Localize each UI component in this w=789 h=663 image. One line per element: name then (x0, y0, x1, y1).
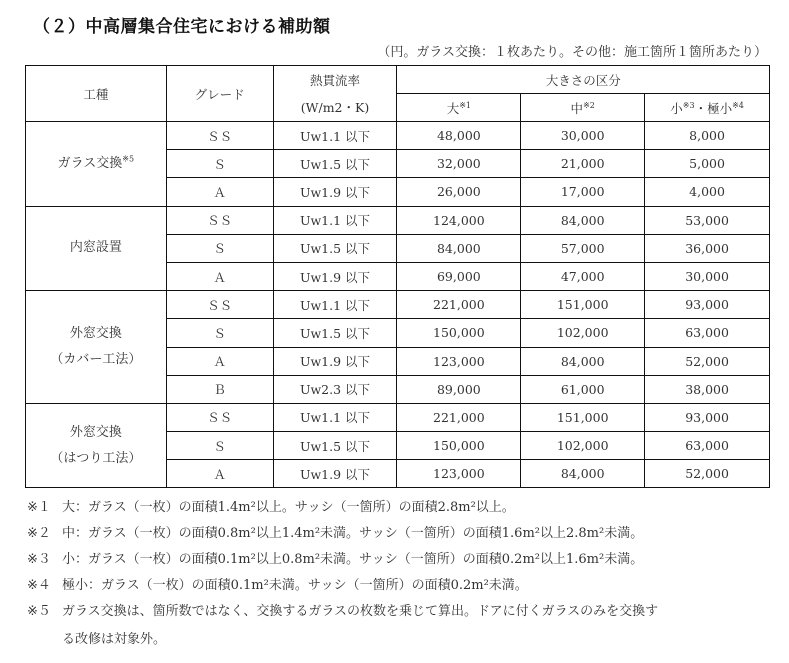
small-value: 38,000 (645, 375, 770, 403)
grade-cell: Ａ (166, 178, 273, 206)
header-size-group: 大きさの区分 (397, 66, 770, 94)
large-value: 124,000 (397, 206, 521, 234)
grade-cell: ＳＳ (166, 403, 273, 431)
grade-cell: Ａ (166, 262, 273, 290)
grade-cell: ＳＳ (166, 206, 273, 234)
header-grade: グレード (166, 66, 273, 122)
medium-value: 151,000 (521, 403, 645, 431)
header-large: 大$^{※1}$ (397, 94, 521, 122)
header-thermal-line2: (W/m2・K) (273, 94, 397, 122)
uw-cell: Uw1.5 以下 (273, 319, 397, 347)
grade-cell: Ｂ (166, 375, 273, 403)
medium-value: 84,000 (521, 347, 645, 375)
large-value: 48,000 (397, 122, 521, 150)
footnote-4: ※４ 極小：ガラス（一枚）の面積0.1m²未満。サッシ（一箇所）の面積0.2m²未満。 (27, 578, 528, 593)
uw-cell: Uw1.1 以下 (273, 403, 397, 431)
footnote-5: ※５ ガラス交換は、箇所数ではなく、交換するガラスの枚数を乗じて算出。ドアに付くガラスのみを交換す (27, 604, 659, 619)
large-value: 32,000 (397, 150, 521, 178)
uw-cell: Uw2.3 以下 (273, 375, 397, 403)
large-value: 221,000 (397, 291, 521, 319)
work-type-cell: 内窓設置 (26, 206, 167, 291)
uw-cell: Uw1.9 以下 (273, 347, 397, 375)
small-value: 30,000 (645, 262, 770, 290)
header-small-tiny: 小$^{※3}$・極小$^{※4}$ (645, 94, 770, 122)
uw-cell: Uw1.9 以下 (273, 178, 397, 206)
grade-cell: ＳＳ (166, 291, 273, 319)
uw-cell: Uw1.5 以下 (273, 234, 397, 262)
footnote-2: ※２ 中：ガラス（一枚）の面積0.8m²以上1.4m²未満。サッシ（一箇所）の面積1.6m²以上2.8m²未満。 (27, 526, 644, 541)
large-value: 150,000 (397, 432, 521, 460)
large-value: 26,000 (397, 178, 521, 206)
medium-value: 102,000 (521, 432, 645, 460)
grade-cell: Ｓ (166, 319, 273, 347)
uw-cell: Uw1.1 以下 (273, 206, 397, 234)
large-value: 150,000 (397, 319, 521, 347)
uw-cell: Uw1.1 以下 (273, 122, 397, 150)
large-value: 221,000 (397, 403, 521, 431)
uw-cell: Uw1.5 以下 (273, 432, 397, 460)
small-value: 5,000 (645, 150, 770, 178)
medium-value: 84,000 (521, 460, 645, 488)
header-medium: 中$^{※2}$ (521, 94, 645, 122)
medium-value: 17,000 (521, 178, 645, 206)
grade-cell: Ａ (166, 347, 273, 375)
subsidy-table (25, 65, 770, 488)
small-value: 8,000 (645, 122, 770, 150)
small-value: 4,000 (645, 178, 770, 206)
medium-value: 47,000 (521, 262, 645, 290)
large-value: 84,000 (397, 234, 521, 262)
uw-cell: Uw1.1 以下 (273, 291, 397, 319)
small-value: 63,000 (645, 319, 770, 347)
medium-value: 30,000 (521, 122, 645, 150)
unit-note: （円。ガラス交換：１枚あたり。その他：施工箇所１箇所あたり） (377, 45, 767, 60)
small-value: 36,000 (645, 234, 770, 262)
medium-value: 151,000 (521, 291, 645, 319)
section-title: （２）中高層集合住宅における補助額 (33, 17, 331, 37)
large-value: 69,000 (397, 262, 521, 290)
grade-cell: ＳＳ (166, 122, 273, 150)
grade-cell: Ｓ (166, 432, 273, 460)
footnote-3: ※３ 小：ガラス（一枚）の面積0.1m²以上0.8m²未満。サッシ（一箇所）の面積0.2m²以上1.6m²未満。 (27, 552, 644, 567)
small-value: 93,000 (645, 291, 770, 319)
small-value: 53,000 (645, 206, 770, 234)
grade-cell: Ａ (166, 460, 273, 488)
header-thermal-line1: 熱貫流率 (273, 66, 397, 94)
work-type-cell: 外窓交換 （カバー工法） (26, 291, 167, 404)
uw-cell: Uw1.5 以下 (273, 150, 397, 178)
large-value: 123,000 (397, 347, 521, 375)
work-type-cell: 外窓交換 （はつり工法） (26, 403, 167, 488)
grade-cell: Ｓ (166, 150, 273, 178)
table-row (26, 291, 770, 319)
small-value: 52,000 (645, 347, 770, 375)
uw-cell: Uw1.9 以下 (273, 460, 397, 488)
small-value: 63,000 (645, 432, 770, 460)
medium-value: 57,000 (521, 234, 645, 262)
table-row (26, 122, 770, 150)
header-work-type: 工種 (26, 66, 167, 122)
grade-cell: Ｓ (166, 234, 273, 262)
medium-value: 21,000 (521, 150, 645, 178)
large-value: 123,000 (397, 460, 521, 488)
table-row (26, 403, 770, 431)
small-value: 52,000 (645, 460, 770, 488)
work-type-cell: ガラス交換$^{※5}$ (26, 122, 167, 207)
large-value: 89,000 (397, 375, 521, 403)
uw-cell: Uw1.9 以下 (273, 262, 397, 290)
footnote-5-continuation: る改修は対象外。 (62, 632, 167, 647)
table-row (26, 206, 770, 234)
small-value: 93,000 (645, 403, 770, 431)
medium-value: 61,000 (521, 375, 645, 403)
medium-value: 84,000 (521, 206, 645, 234)
medium-value: 102,000 (521, 319, 645, 347)
footnote-1: ※１ 大：ガラス（一枚）の面積1.4m²以上。サッシ（一箇所）の面積2.8m²以上。 (27, 500, 515, 515)
